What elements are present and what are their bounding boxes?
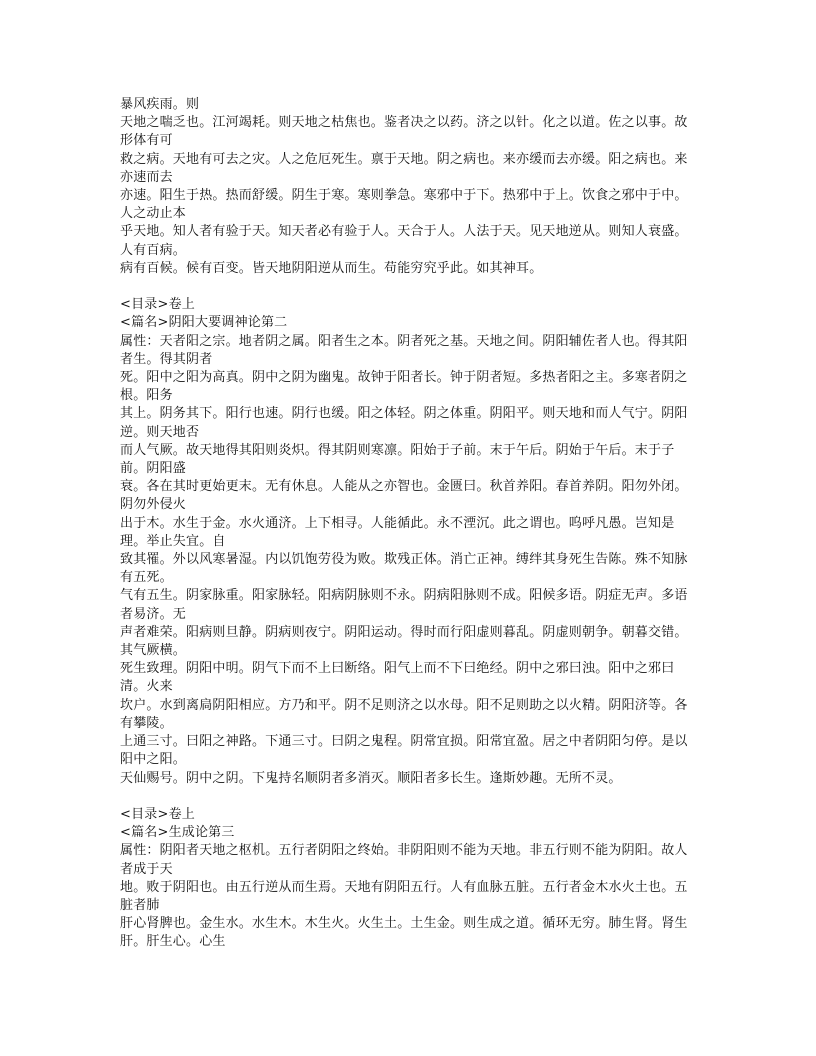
chapter-title: <篇名>生成论第三 (120, 825, 235, 841)
paragraph-gap (120, 278, 700, 296)
catalog-heading: <目录>卷上 (120, 297, 195, 313)
text-line: 气有五生。阴家脉重。阳家脉轻。阳病阴脉则不永。阴病阳脉则不成。阳候多语。阴症无声。多语者易济。无 (120, 588, 688, 622)
text-line: 死生致理。阴阳中明。阴气下而不上曰断络。阳气上而不下曰绝经。阴中之邪曰浊。阳中之邪曰清。火来 (120, 661, 675, 695)
text-line: 亦速。阳生于热。热而舒缓。阴生于寒。寒则拳急。寒邪中于下。热邪中于上。饮食之邪中于中。人之动止本 (120, 188, 688, 222)
text-line: 救之病。天地有可去之灾。人之危厄死生。禀于天地。阴之病也。来亦缓而去亦缓。阳之病也。来亦速而去 (120, 151, 688, 185)
text-line: 其上。阴务其下。阳行也速。阴行也缓。阳之体轻。阴之体重。阴阳平。则天地和而人气宁。阴阳逆。则天地否 (120, 406, 688, 440)
text-line: 乎天地。知人者有验于天。知天者必有验于人。天合于人。人法于天。见天地逆从。则知人衰盛。人有百病。 (120, 224, 688, 258)
text-line: 属性：阴阳者天地之枢机。五行者阴阳之终始。非阴阳则不能为天地。非五行则不能为阴阳。故人者成于天 (120, 843, 688, 877)
chapter-title: <篇名>阴阳大要调神论第二 (120, 315, 288, 331)
document-page (120, 96, 700, 952)
text-line: 致其罹。外以风寒暑湿。内以饥饱劳役为败。欺残正体。消亡正神。缚绊其身死生告陈。殊不知脉有五死。 (120, 552, 688, 586)
text-line: 暴风疾雨。则 (120, 97, 200, 112)
text-line: 属性：天者阳之宗。地者阴之属。阳者生之本。阴者死之基。天地之间。阴阳辅佐者人也。得其阳者生。得其阴者 (120, 333, 688, 367)
section-2 (120, 296, 700, 787)
paragraph-gap (120, 788, 700, 806)
text-line: 病有百候。候有百变。皆天地阴阳逆从而生。苟能穷究乎此。如其神耳。 (120, 260, 543, 276)
text-line: 坎户。水到离扃阴阳相应。方乃和平。阴不足则济之以水母。阳不足则助之以火精。阴阳济等。各有攀陵。 (120, 697, 688, 731)
text-line: 地。败于阴阳也。由五行逆从而生焉。天地有阴阳五行。人有血脉五脏。五行者金木水火土也。五脏者肺 (120, 879, 688, 913)
text-line: 死。阳中之阳为高真。阴中之阴为幽鬼。故钟于阳者长。钟于阴者短。多热者阳之主。多寒者阴之根。阳务 (120, 370, 688, 404)
section-3 (120, 806, 700, 952)
text-line: 天地之喘乏也。江河竭耗。则天地之枯焦也。鉴者决之以药。济之以针。化之以道。佐之以事。故形体有可 (120, 115, 688, 149)
text-line: 上通三寸。曰阳之神路。下通三寸。曰阴之鬼程。阴常宜损。阳常宜盈。居之中者阴阳匀停。是以阳中之阳。 (120, 734, 688, 768)
text-line: 肝心肾脾也。金生水。水生木。木生火。火生土。土生金。则生成之道。循环无穷。肺生肾。肾生肝。肝生心。心生 (120, 916, 688, 950)
text-line: 出于木。水生于金。水火通济。上下相寻。人能循此。永不湮沉。此之谓也。呜呼凡愚。岂知是理。举止失宜。自 (120, 515, 675, 549)
section-1 (120, 96, 700, 278)
text-line: 衰。各在其时更始更末。无有休息。人能从之亦智也。金匮曰。秋首养阳。春首养阴。阳勿外闭。阴勿外侵火 (120, 479, 688, 513)
text-line: 天仙赐号。阴中之阴。下鬼持名顺阴者多消灭。顺阳者多长生。逢斯妙趣。无所不灵。 (120, 770, 622, 786)
catalog-heading: <目录>卷上 (120, 806, 195, 822)
text-line: 而人气厥。故天地得其阳则炎炽。得其阴则寒凛。阳始于子前。末于午后。阴始于午后。末于子前。阴阳盛 (120, 442, 675, 477)
text-line: 声者难荣。阳病则旦静。阴病则夜宁。阴阳运动。得时而行阳虚则暮乱。阴虚则朝争。朝暮交错。其气厥横。 (120, 624, 688, 659)
